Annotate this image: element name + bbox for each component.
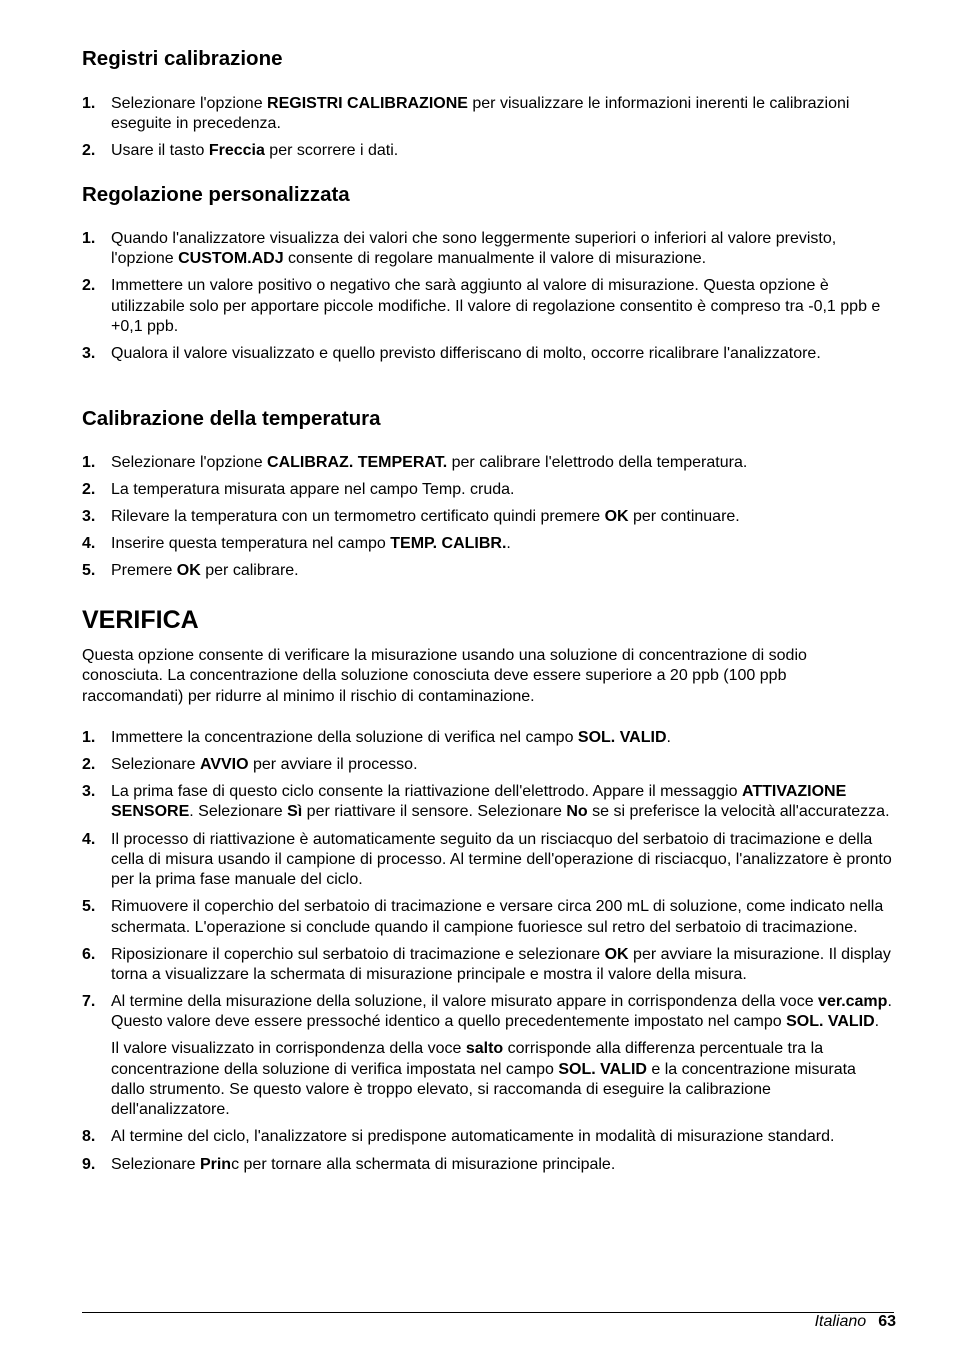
list-item: 2. La temperatura misurata appare nel campo Temp. cruda. — [82, 481, 515, 499]
list-item: 2. Immettere un valore positivo o negativo che sarà aggiunto al valore di misurazione. Questa opzione è utilizzabile solo per apportare piccole modifiche. Il valore di regolazione consentito è compreso tra -0,1 ppb e +0,1 ppb. — [82, 277, 881, 335]
list-item: 4. Inserire questa temperatura nel campo TEMP. CALIBR.. — [82, 535, 511, 553]
steps-registri — [82, 94, 894, 168]
page-number: 63 — [878, 1313, 896, 1330]
list-item: 6. Riposizionare il coperchio sul serbatoio di tracimazione e selezionare OK per avviare la misurazione. Il display torna a visualizzare la schermata di misurazione principale e mostra il valore della misura. — [82, 945, 891, 983]
list-item: 7. Al termine della misurazione della soluzione, il valore misurato appare in corrispondenza della voce ver.camp. Questo valore deve essere pressoché identico a quello precedentemente impostato nel campo SOL. VALID. Il valore visualizzato in corrispondenza della voce salto corrisponde alla differenza percentuale tra la concentrazione della soluzione di verifica impostata nel campo SOL. VALID e la concentrazione misurata dallo strumento. Se questo valore è troppo elevato, si raccomanda di eseguire la calibrazione dell'analizzatore. — [82, 993, 892, 1119]
footer-divider — [82, 1312, 894, 1313]
list-item: 9. Selezionare Princ per tornare alla schermata di misurazione principale. — [82, 1155, 616, 1173]
section-title-regolazione: Regolazione personalizzata — [82, 183, 350, 206]
steps-regolazione — [82, 229, 894, 371]
list-item: 3. La prima fase di questo ciclo consente la riattivazione dell'elettrodo. Appare il messaggio ATTIVAZIONE SENSORE. Selezionare Sì per riattivare il sensore. Selezionare No se si preferisce la velocità all'accuratezza. — [82, 783, 890, 821]
list-item: 2. Usare il tasto Freccia per scorrere i dati. — [82, 142, 399, 160]
list-item: 5. Premere OK per calibrare. — [82, 562, 299, 580]
list-item: 1. Selezionare l'opzione CALIBRAZ. TEMPERAT. per calibrare l'elettrodo della temperatura. — [82, 454, 748, 471]
steps-verifica — [82, 728, 894, 1182]
list-item: 1. Quando l'analizzatore visualizza dei valori che sono leggermente superiori o inferiori al valore previsto, l'opzione CUSTOM.ADJ consente di regolare manualmente il valore di misurazione. — [82, 230, 837, 268]
list-item: 1. Immettere la concentrazione della soluzione di verifica nel campo SOL. VALID. — [82, 729, 671, 746]
section-title-temperatura: Calibrazione della temperatura — [82, 407, 381, 430]
list-item: 3. Rilevare la temperatura con un termometro certificato quindi premere OK per continuare. — [82, 508, 740, 526]
steps-temperatura — [82, 453, 894, 588]
list-item: 2. Selezionare AVVIO per avviare il processo. — [82, 756, 418, 774]
intro-paragraph: Questa opzione consente di verificare la misurazione usando una soluzione di concentrazione di sodio conosciuta. La concentrazione della soluzione conosciuta deve essere superiore a 20 ppb (100 ppb raccomandati) per ridurre al minimo il rischio di contaminazione. — [82, 647, 807, 705]
list-item: 3. Qualora il valore visualizzato e quello previsto differiscano di molto, occorre ricalibrare l'analizzatore. — [82, 345, 821, 363]
chapter-title-verifica: VERIFICA — [82, 606, 199, 634]
list-item: 4. Il processo di riattivazione è automaticamente seguito da un risciacquo del serbatoio di tracimazione e della cella di misura usando il campione di processo. Al termine dell'operazione di risciacquo, l'analizzatore è pronto per la prima fase manuale del ciclo. — [82, 830, 892, 889]
footer-language: Italiano — [814, 1313, 867, 1330]
list-item: 1. Selezionare l'opzione REGISTRI CALIBRAZIONE per visualizzare le informazioni inerenti le calibrazioni eseguite in precedenza. — [82, 95, 850, 133]
section-title-registri: Registri calibrazione — [82, 47, 283, 70]
page-footer — [815, 1312, 896, 1332]
list-item: 8. Al termine del ciclo, l'analizzatore si predispone automaticamente in modalità di misurazione standard. — [82, 1128, 835, 1146]
list-item: 5. Rimuovere il coperchio del serbatoio di tracimazione e versare circa 200 mL di soluzione, come indicato nella schermata. L'operazione si conclude quando il campione fuoriesce sul retro del serbatoio di tracimazione. — [82, 898, 884, 936]
